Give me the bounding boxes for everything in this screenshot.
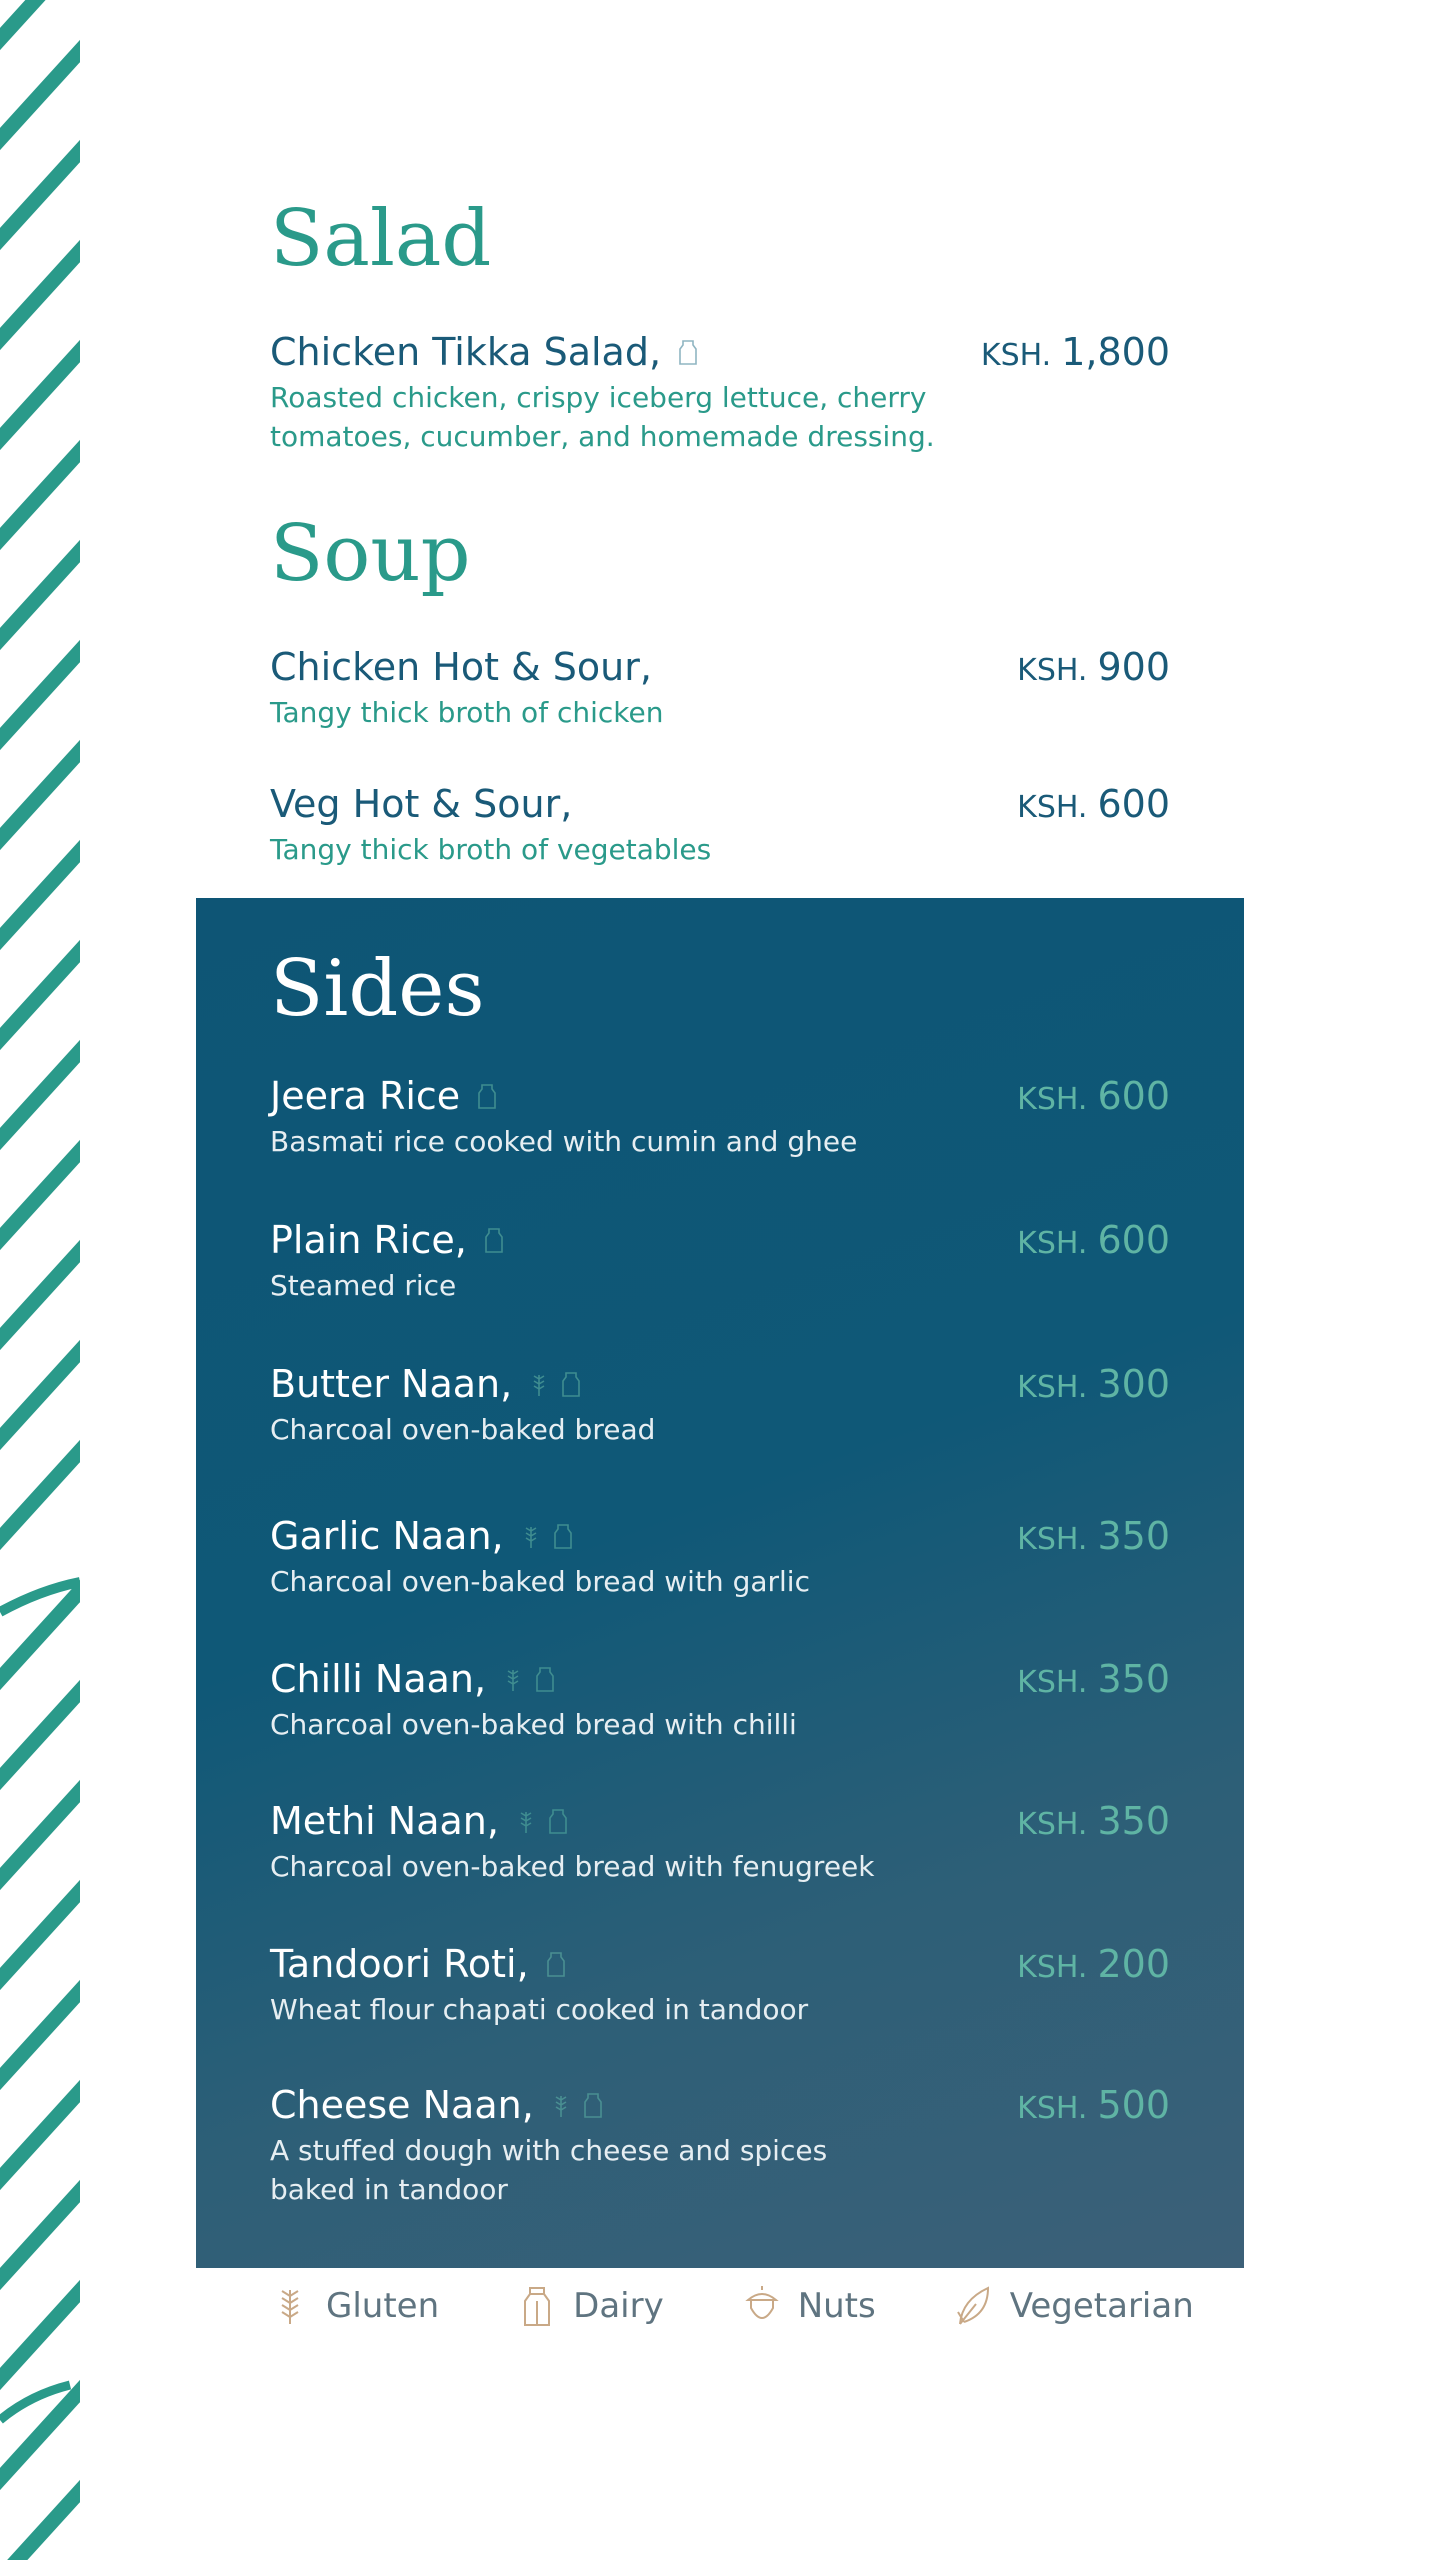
price-amount: 600 — [1097, 1074, 1170, 1118]
price-currency: KSH. — [1017, 1370, 1088, 1405]
item-description: Tangy thick broth of vegetables — [270, 833, 712, 866]
item-description: Tangy thick broth of chicken — [270, 696, 664, 729]
item-price — [1017, 1362, 1170, 1406]
legend-dairy — [517, 2284, 664, 2328]
legend-nuts — [742, 2284, 876, 2328]
item-price — [1017, 1218, 1170, 1262]
item-name — [270, 1657, 556, 1701]
item-name-text: Butter Naan, — [270, 1362, 513, 1406]
menu-item-butter-naan — [270, 1362, 1170, 1449]
price-currency: KSH. — [1017, 2091, 1088, 2126]
price-amount: 500 — [1097, 2083, 1170, 2127]
item-description: A stuffed dough with cheese and spices baked in tandoor — [270, 2134, 828, 2206]
leaf-icon — [954, 2284, 994, 2328]
dairy-icon — [483, 1226, 505, 1254]
item-name — [270, 1218, 505, 1262]
price-currency: KSH. — [1017, 1950, 1088, 1985]
item-name-text: Chicken Tikka Salad, — [270, 330, 662, 374]
nut-icon — [742, 2284, 782, 2328]
item-description: Charcoal oven-baked bread with fenugreek — [270, 1850, 875, 1883]
item-price — [1017, 1799, 1170, 1843]
gluten-icon — [550, 2091, 572, 2119]
legend-label: Dairy — [573, 2286, 664, 2326]
price-currency: KSH. — [1017, 1226, 1088, 1261]
sides-panel — [196, 898, 1244, 2268]
item-name-text: Chilli Naan, — [270, 1657, 487, 1701]
price-amount: 350 — [1097, 1514, 1170, 1558]
dairy-icon — [677, 338, 699, 366]
legend-vegetarian — [954, 2284, 1194, 2328]
menu-item-veg-hot-sour — [270, 782, 1170, 869]
legend-label: Gluten — [326, 2286, 440, 2326]
price-amount: 600 — [1097, 782, 1170, 826]
price-amount: 350 — [1097, 1799, 1170, 1843]
item-description: Charcoal oven-baked bread — [270, 1413, 656, 1446]
item-price — [1017, 1074, 1170, 1118]
legend-gluten — [270, 2284, 439, 2328]
price-amount: 900 — [1097, 645, 1170, 689]
price-currency: KSH. — [1017, 1665, 1088, 1700]
price-amount: 300 — [1097, 1362, 1170, 1406]
price-currency: KSH. — [1017, 790, 1088, 825]
item-name — [270, 2083, 604, 2127]
item-name-text: Plain Rice, — [270, 1218, 467, 1262]
gluten-icon — [520, 1522, 542, 1550]
item-description: Wheat flour chapati cooked in tandoor — [270, 1993, 809, 2026]
dairy-icon — [547, 1807, 569, 1835]
dairy-icon — [534, 1665, 556, 1693]
decorative-stripes — [0, 0, 80, 2560]
item-name-text: Jeera Rice — [270, 1074, 461, 1118]
menu-item-plain-rice — [270, 1218, 1170, 1305]
item-name — [270, 1074, 498, 1118]
item-price — [1017, 1942, 1170, 1986]
price-currency: KSH. — [1017, 1082, 1088, 1117]
price-amount: 350 — [1097, 1657, 1170, 1701]
menu-item-jeera-rice — [270, 1074, 1170, 1161]
item-description: Steamed rice — [270, 1269, 457, 1302]
price-amount: 1,800 — [1061, 330, 1170, 374]
item-description: Charcoal oven-baked bread with garlic — [270, 1565, 810, 1598]
item-name-text: Methi Naan, — [270, 1799, 499, 1843]
item-price — [1017, 782, 1170, 826]
gluten-icon — [515, 1807, 537, 1835]
allergen-legend — [270, 2280, 1194, 2332]
menu-item-cheese-naan — [270, 2083, 1170, 2209]
dairy-icon — [517, 2284, 557, 2328]
item-name — [270, 1362, 582, 1406]
item-name: Veg Hot & Sour, — [270, 782, 573, 826]
menu-item-tandoori-roti — [270, 1942, 1170, 2029]
legend-label: Vegetarian — [1009, 2286, 1194, 2326]
price-amount: 600 — [1097, 1218, 1170, 1262]
price-currency: KSH. — [1017, 653, 1088, 688]
menu-item-garlic-naan — [270, 1514, 1170, 1601]
section-title-sides: Sides — [270, 944, 485, 1034]
legend-label: Nuts — [797, 2286, 876, 2326]
dairy-icon — [552, 1522, 574, 1550]
menu-item-chilli-naan — [270, 1657, 1170, 1744]
price-currency: KSH. — [1017, 1807, 1088, 1842]
item-name: Chicken Hot & Sour, — [270, 645, 652, 689]
section-title-soup: Soup — [270, 509, 471, 599]
item-price — [1017, 1657, 1170, 1701]
dairy-icon — [582, 2091, 604, 2119]
menu-item-chicken-hot-sour — [270, 645, 1170, 732]
item-name-text: Cheese Naan, — [270, 2083, 534, 2127]
item-price — [1017, 1514, 1170, 1558]
item-description: Charcoal oven-baked bread with chilli — [270, 1708, 797, 1741]
item-name — [270, 1799, 569, 1843]
item-name-text: Garlic Naan, — [270, 1514, 504, 1558]
item-name — [270, 1514, 574, 1558]
menu-item-methi-naan — [270, 1799, 1170, 1886]
item-name — [270, 1942, 567, 1986]
dairy-icon — [476, 1082, 498, 1110]
price-amount: 200 — [1097, 1942, 1170, 1986]
price-currency: KSH. — [1017, 1522, 1088, 1557]
price-currency: KSH. — [980, 338, 1052, 373]
gluten-icon — [270, 2284, 310, 2328]
item-name — [270, 330, 699, 374]
item-price — [1017, 2083, 1170, 2127]
menu-item-chicken-tikka-salad — [270, 330, 1170, 456]
gluten-icon — [528, 1370, 550, 1398]
item-description: Basmati rice cooked with cumin and ghee — [270, 1125, 858, 1158]
item-price — [981, 330, 1170, 374]
item-name-text: Tandoori Roti, — [270, 1942, 529, 1986]
item-price — [1017, 645, 1170, 689]
gluten-icon — [502, 1665, 524, 1693]
dairy-icon — [560, 1370, 582, 1398]
dairy-icon — [545, 1950, 567, 1978]
item-description: Roasted chicken, crispy iceberg lettuce, cherry tomatoes, cucumber, and homemade dressing. — [270, 381, 935, 453]
section-title-salad: Salad — [270, 194, 492, 284]
